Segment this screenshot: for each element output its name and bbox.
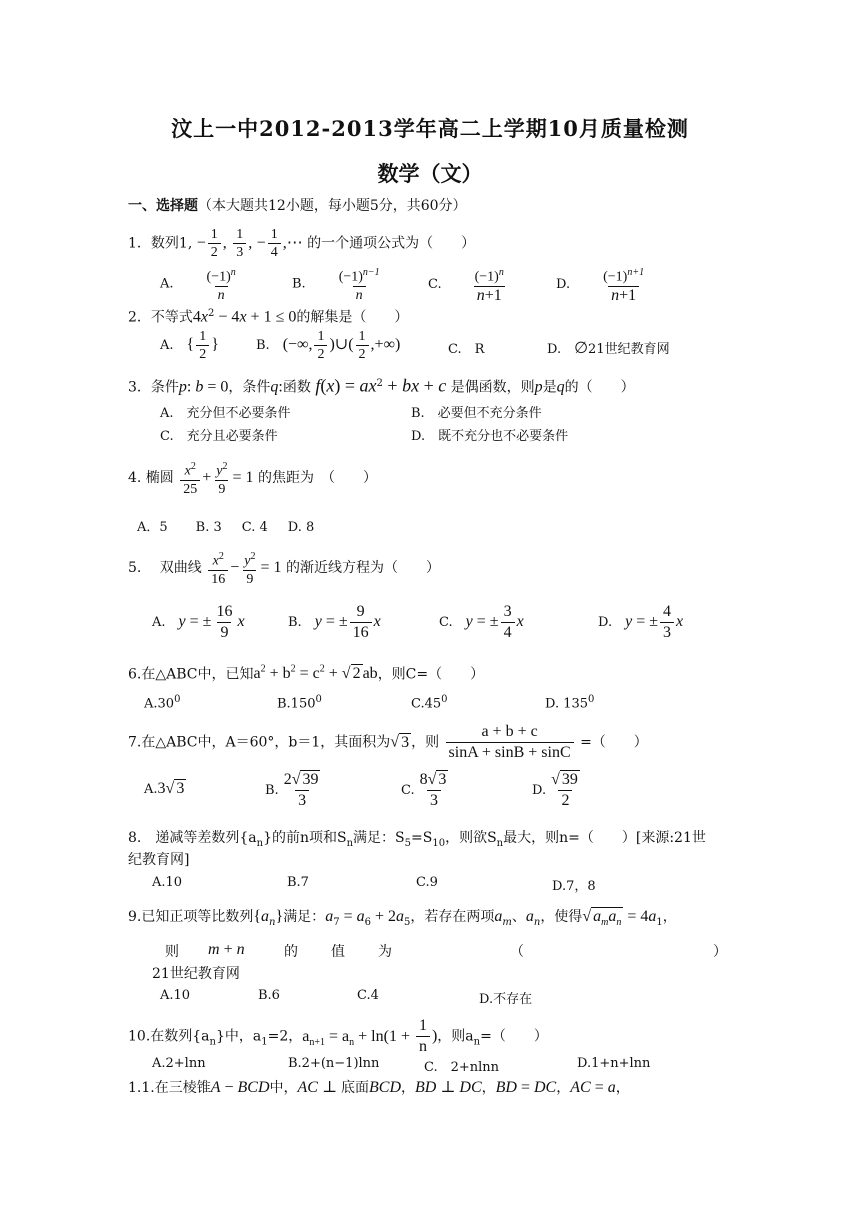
section-label: 一、选择题 <box>128 198 198 214</box>
q9-option-d: D.不存在 <box>479 992 533 1007</box>
q2-option-d: D. ∅21世纪教育网 <box>547 340 670 357</box>
question-5: 5. 双曲线 $\frac{x^2}{16}$ − $\frac{y^2}{9}$ = 1 的渐近线方程为（ ） <box>128 551 440 587</box>
q3-option-d: D. 既不充分也不必要条件 <box>411 429 569 444</box>
q6-option-a: $A.30^0$ <box>144 694 181 712</box>
q1-option-b: B. $\frac{(-1)^{n-1}}{n}$ <box>292 267 380 303</box>
q9-line2-b: 的 <box>284 944 298 960</box>
q10-option-c: C. 2+nlnn <box>424 1060 500 1075</box>
q9-line2-f: ） <box>713 944 727 960</box>
section-note: （本大题共12小题，每小题5分，共60分） <box>198 198 467 214</box>
q7-option-b: B. $\frac{2√ 39}{3}$ <box>265 771 319 809</box>
q9-line2-c: 值 <box>331 944 345 960</box>
q3-option-b: B. 必要但不充分条件 <box>411 406 542 421</box>
q10-option-b: B.2+(n−1)lnn <box>288 1056 380 1071</box>
q3-option-c: C. 充分且必要条件 <box>160 429 278 444</box>
q1-option-d: D. $\frac{(-1)^{n+1}}{n+1}$ <box>556 267 645 304</box>
q7-option-d: D. $\frac{√ 39}{2}$ <box>532 771 578 809</box>
q5-option-c: C. y = ± $\frac{3}{4}$ x <box>439 603 524 641</box>
q6-option-d: D. $135^0$ <box>545 694 595 712</box>
question-4: 4. 椭圆 $\frac{x^2}{25}$ + $\frac{y^2}{9}$ = 1 的焦距为 （ ） <box>128 461 377 497</box>
q8-option-a: A.10 <box>152 875 183 890</box>
section-heading <box>128 196 467 216</box>
q9-line2-d: 为 <box>378 944 392 960</box>
q3-option-a: A. 充分但不必要条件 <box>160 406 291 421</box>
question-8-cont: 纪教育网] <box>128 852 190 868</box>
q5-option-b: B. y = ± $\frac{9}{16}$ x <box>288 603 381 641</box>
q7-option-a: A.3√ 3 <box>144 780 185 797</box>
q9-line3: 21世纪教育网 <box>152 966 240 982</box>
q8-option-c: C.9 <box>416 875 438 890</box>
q2-option-a: A. { $\frac{1}{2}$ } <box>160 329 219 362</box>
exam-subtitle: 数学（文） <box>377 161 483 186</box>
question-1: 1．数列1, − $\frac{1}{2}$ , $\frac{1}{3}$ , − $\frac{1}{4}$ ,⋯ 的一个通项公式为（ ） <box>128 227 476 260</box>
q8-option-d: D.7，8 <box>552 879 596 894</box>
q5-option-d: D. y = ± $\frac{4}{3}$ x <box>598 603 684 641</box>
exam-title: 汶上一中2012-2013学年高二上学期10月质量检测 <box>171 116 689 141</box>
question-2: 2．不等式$4x^2 - 4x + 1 \le 0$的解集是（ ） <box>128 308 409 326</box>
q9-line2-expr: m + n <box>208 941 245 958</box>
q9-option-a: A.10 <box>160 988 191 1003</box>
question-10: 10.在数列$\{a_n\}$中，$a_1=2$，$a_{n+1} = a_n + \ln(1$ + $\frac{1}{n}$ )，则$a_n=$（ ） <box>128 1017 548 1055</box>
q6-option-b: B.150$^0$ <box>277 694 322 712</box>
q6-option-c: $C.45^0$ <box>411 694 448 712</box>
q1-option-a: A. $\frac{(-1)^n}{n}$ <box>160 267 236 303</box>
q2-option-c: C. R <box>448 342 485 357</box>
q8-option-b: B.7 <box>287 875 309 890</box>
q7-option-c: C. $\frac{8√ 3}{3}$ <box>401 771 447 809</box>
q9-line2-a: 则 <box>165 944 179 960</box>
question-11: 1.1.在三棱锥A − BCD中，AC ⊥ 底面BCD，BD ⊥ DC，BD = DC，AC = a， <box>128 1079 630 1096</box>
q10-option-a: A.2+lnn <box>152 1056 206 1071</box>
question-7: 7.在△ABC中，A＝60°，b＝1，其面积为√ 3 ，则 $\frac{a + b + c}{\sin A + \sin B + \sin C}$ =（ ） <box>128 723 648 761</box>
question-3: 3．条件p: b = 0，条件q:函数 $f(x) = ax^2$ + bx + c 是偶函数，则p是q的（ ） <box>128 375 635 396</box>
q1-option-c: C. $\frac{(-1)^n}{n+1}$ <box>428 267 504 304</box>
q9-option-c: C.4 <box>357 988 379 1003</box>
q9-option-b: B.6 <box>258 988 280 1003</box>
question-6: 6.在△ABC中，已知$a^2 + b^2 = c^2$ + √ 2 ab，则C=（ ） <box>128 664 485 683</box>
q2-option-b: B. (−∞, $\frac{1}{2}$ )∪( $\frac{1}{2}$ ,+∞) <box>256 329 401 362</box>
q10-option-d: D.1+n+lnn <box>577 1056 651 1071</box>
question-8: 8. 递减等差数列$\{a_n\}$的前n项和$S_n$满足：$S_5=S_{10}$，则欲$S_n$最大，则n=（ ）[来源:21世 <box>128 830 706 849</box>
q9-line2-e: （ <box>510 944 524 960</box>
question-9: 9.已知正项等比数列$\{a_n\}$满足：$a_7 = a_6 + 2a_5$，若存在两项$a_m$、$a_n$，使得√ $a_ma_n = 4a_1$， <box>128 908 677 929</box>
q5-option-a: A. y = ± $\frac{16}{9}$ x <box>152 603 245 641</box>
q4-options: A．5 B. 3 C. 4 D. 8 <box>137 520 315 535</box>
